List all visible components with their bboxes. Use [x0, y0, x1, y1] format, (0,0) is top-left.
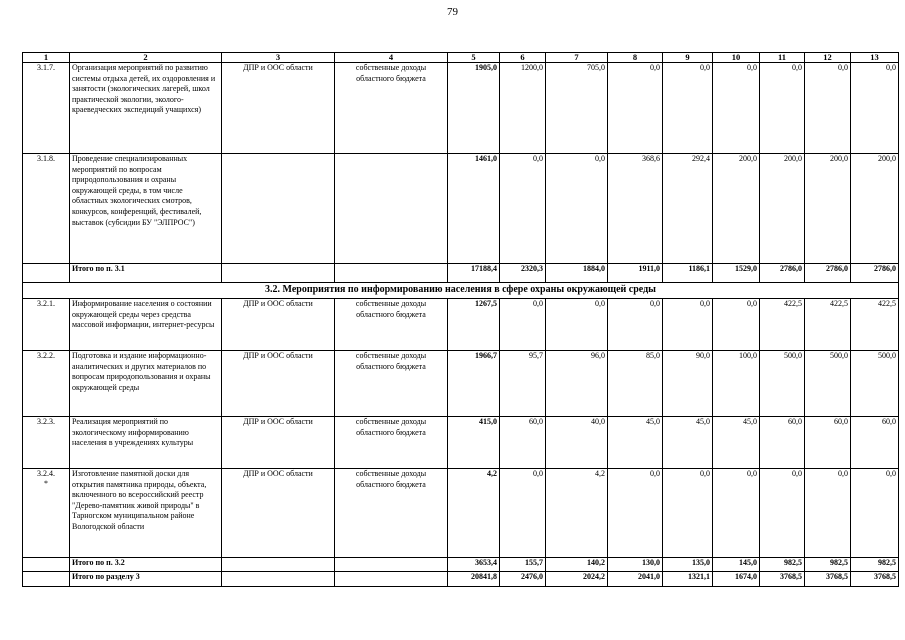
item-name: Организация мероприятий по развитию системы отдыха детей, их оздоровления и занятости (экологических лагерей, школ практической экологии, эколого-краеведческих экспедиций учащихся) — [70, 63, 222, 154]
value-cell: 1186,1 — [663, 264, 713, 283]
item-number: 3.2.4. * — [23, 469, 70, 558]
value-cell: 4,2 — [546, 469, 608, 558]
value-cell: 90,0 — [663, 351, 713, 417]
executor: ДПР и ООС области — [222, 299, 335, 351]
value-cell: 3768,5 — [851, 572, 899, 587]
value-cell: 2476,0 — [500, 572, 546, 587]
item-number: 3.1.8. — [23, 154, 70, 264]
funding-source — [335, 572, 448, 587]
value-cell: 60,0 — [500, 417, 546, 469]
value-cell: 1905,0 — [448, 63, 500, 154]
funding-source: собственные доходы областного бюджета — [335, 469, 448, 558]
value-cell: 0,0 — [546, 154, 608, 264]
value-cell: 100,0 — [713, 351, 760, 417]
value-cell: 60,0 — [760, 417, 805, 469]
table-row — [23, 154, 899, 264]
executor: ДПР и ООС области — [222, 351, 335, 417]
value-cell: 2786,0 — [805, 264, 851, 283]
col-header-3: 3 — [222, 53, 335, 63]
value-cell: 1321,1 — [663, 572, 713, 587]
item-number: 3.2.2. — [23, 351, 70, 417]
value-cell: 0,0 — [608, 299, 663, 351]
section-row — [23, 283, 899, 299]
value-cell: 0,0 — [500, 154, 546, 264]
value-cell: 422,5 — [760, 299, 805, 351]
value-cell: 200,0 — [713, 154, 760, 264]
value-cell: 135,0 — [663, 558, 713, 572]
col-header-7: 7 — [546, 53, 608, 63]
value-cell: 0,0 — [713, 299, 760, 351]
value-cell: 20841,8 — [448, 572, 500, 587]
executor: ДПР и ООС области — [222, 417, 335, 469]
value-cell: 96,0 — [546, 351, 608, 417]
value-cell: 60,0 — [805, 417, 851, 469]
value-cell: 95,7 — [500, 351, 546, 417]
value-cell: 1911,0 — [608, 264, 663, 283]
value-cell: 500,0 — [760, 351, 805, 417]
executor — [222, 264, 335, 283]
value-cell: 85,0 — [608, 351, 663, 417]
col-header-4: 4 — [335, 53, 448, 63]
col-header-9: 9 — [663, 53, 713, 63]
value-cell: 45,0 — [608, 417, 663, 469]
item-number: 3.2.1. — [23, 299, 70, 351]
value-cell: 1267,5 — [448, 299, 500, 351]
executor — [222, 572, 335, 587]
budget-table — [22, 52, 899, 587]
value-cell: 0,0 — [851, 63, 899, 154]
executor: ДПР и ООС области — [222, 63, 335, 154]
col-header-8: 8 — [608, 53, 663, 63]
value-cell: 3768,5 — [805, 572, 851, 587]
total-row — [23, 558, 899, 572]
table-row — [23, 417, 899, 469]
value-cell: 0,0 — [851, 469, 899, 558]
item-name: Реализация мероприятий по экологическому информированию населения в учреждениях культуры — [70, 417, 222, 469]
value-cell: 1966,7 — [448, 351, 500, 417]
table-row — [23, 63, 899, 154]
funding-source — [335, 558, 448, 572]
value-cell: 45,0 — [713, 417, 760, 469]
col-header-6: 6 — [500, 53, 546, 63]
header-row — [23, 53, 899, 63]
funding-source: собственные доходы областного бюджета — [335, 351, 448, 417]
table-row — [23, 469, 899, 558]
value-cell: 0,0 — [663, 63, 713, 154]
value-cell: 140,2 — [546, 558, 608, 572]
value-cell: 500,0 — [805, 351, 851, 417]
value-cell: 982,5 — [805, 558, 851, 572]
value-cell: 17188,4 — [448, 264, 500, 283]
item-name: Изготовление памятной доски для открытия памятника природы, объекта, включенного во всероссийский реестр "Дерево-памятник живой природы" в Тарногском муниципальном районе Вологодской области — [70, 469, 222, 558]
value-cell: 2024,2 — [546, 572, 608, 587]
value-cell: 292,4 — [663, 154, 713, 264]
item-name: Информирование населения о состоянии окружающей среды через средства массовой информации, интернет-ресурсы — [70, 299, 222, 351]
value-cell: 422,5 — [805, 299, 851, 351]
value-cell: 982,5 — [851, 558, 899, 572]
table-row — [23, 351, 899, 417]
col-header-2: 2 — [70, 53, 222, 63]
section-title: 3.2. Мероприятия по информированию населения в сфере охраны окружающей среды — [23, 283, 899, 299]
value-cell: 3653,4 — [448, 558, 500, 572]
value-cell: 500,0 — [851, 351, 899, 417]
value-cell: 0,0 — [760, 63, 805, 154]
value-cell: 1674,0 — [713, 572, 760, 587]
value-cell: 415,0 — [448, 417, 500, 469]
funding-source: собственные доходы областного бюджета — [335, 63, 448, 154]
value-cell: 200,0 — [760, 154, 805, 264]
item-name: Подготовка и издание информационно-аналитических и других материалов по вопросам природопользования и охраны окружающей среды — [70, 351, 222, 417]
item-name: Проведение специализированных мероприятий по вопросам природопользования и охраны окружающей среды, в том числе областных экологических смотров, конкурсов, конференций, фестивалей, выставок (субсидии БУ "ЭЛПРОС") — [70, 154, 222, 264]
col-header-1: 1 — [23, 53, 70, 63]
value-cell: 705,0 — [546, 63, 608, 154]
value-cell: 2786,0 — [851, 264, 899, 283]
value-cell: 1529,0 — [713, 264, 760, 283]
item-number — [23, 572, 70, 587]
value-cell: 1884,0 — [546, 264, 608, 283]
value-cell: 0,0 — [663, 469, 713, 558]
value-cell: 2041,0 — [608, 572, 663, 587]
value-cell: 4,2 — [448, 469, 500, 558]
value-cell: 3768,5 — [760, 572, 805, 587]
value-cell: 0,0 — [760, 469, 805, 558]
item-name: Итого по разделу 3 — [70, 572, 222, 587]
value-cell: 0,0 — [713, 469, 760, 558]
value-cell: 40,0 — [546, 417, 608, 469]
value-cell: 145,0 — [713, 558, 760, 572]
value-cell: 2320,3 — [500, 264, 546, 283]
item-number: 3.2.3. — [23, 417, 70, 469]
value-cell: 422,5 — [851, 299, 899, 351]
value-cell: 0,0 — [500, 469, 546, 558]
value-cell: 368,6 — [608, 154, 663, 264]
item-number — [23, 558, 70, 572]
col-header-12: 12 — [805, 53, 851, 63]
table-row — [23, 299, 899, 351]
col-header-5: 5 — [448, 53, 500, 63]
item-number — [23, 264, 70, 283]
item-number: 3.1.7. — [23, 63, 70, 154]
total-row — [23, 264, 899, 283]
value-cell: 0,0 — [608, 63, 663, 154]
item-name: Итого по п. 3.2 — [70, 558, 222, 572]
page-number: 79 — [447, 6, 458, 18]
value-cell: 0,0 — [805, 469, 851, 558]
executor: ДПР и ООС области — [222, 469, 335, 558]
value-cell: 0,0 — [500, 299, 546, 351]
col-header-10: 10 — [713, 53, 760, 63]
total-row — [23, 572, 899, 587]
col-header-13: 13 — [851, 53, 899, 63]
executor — [222, 154, 335, 264]
value-cell: 1461,0 — [448, 154, 500, 264]
footnote-mark: * — [44, 478, 48, 488]
funding-source — [335, 154, 448, 264]
value-cell: 1200,0 — [500, 63, 546, 154]
value-cell: 0,0 — [546, 299, 608, 351]
value-cell: 200,0 — [805, 154, 851, 264]
item-name: Итого по п. 3.1 — [70, 264, 222, 283]
value-cell: 0,0 — [713, 63, 760, 154]
funding-source — [335, 264, 448, 283]
value-cell: 45,0 — [663, 417, 713, 469]
funding-source: собственные доходы областного бюджета — [335, 417, 448, 469]
col-header-11: 11 — [760, 53, 805, 63]
value-cell: 60,0 — [851, 417, 899, 469]
value-cell: 155,7 — [500, 558, 546, 572]
value-cell: 982,5 — [760, 558, 805, 572]
value-cell: 130,0 — [608, 558, 663, 572]
funding-source: собственные доходы областного бюджета — [335, 299, 448, 351]
value-cell: 0,0 — [608, 469, 663, 558]
executor — [222, 558, 335, 572]
value-cell: 200,0 — [851, 154, 899, 264]
value-cell: 0,0 — [805, 63, 851, 154]
value-cell: 2786,0 — [760, 264, 805, 283]
value-cell: 0,0 — [663, 299, 713, 351]
